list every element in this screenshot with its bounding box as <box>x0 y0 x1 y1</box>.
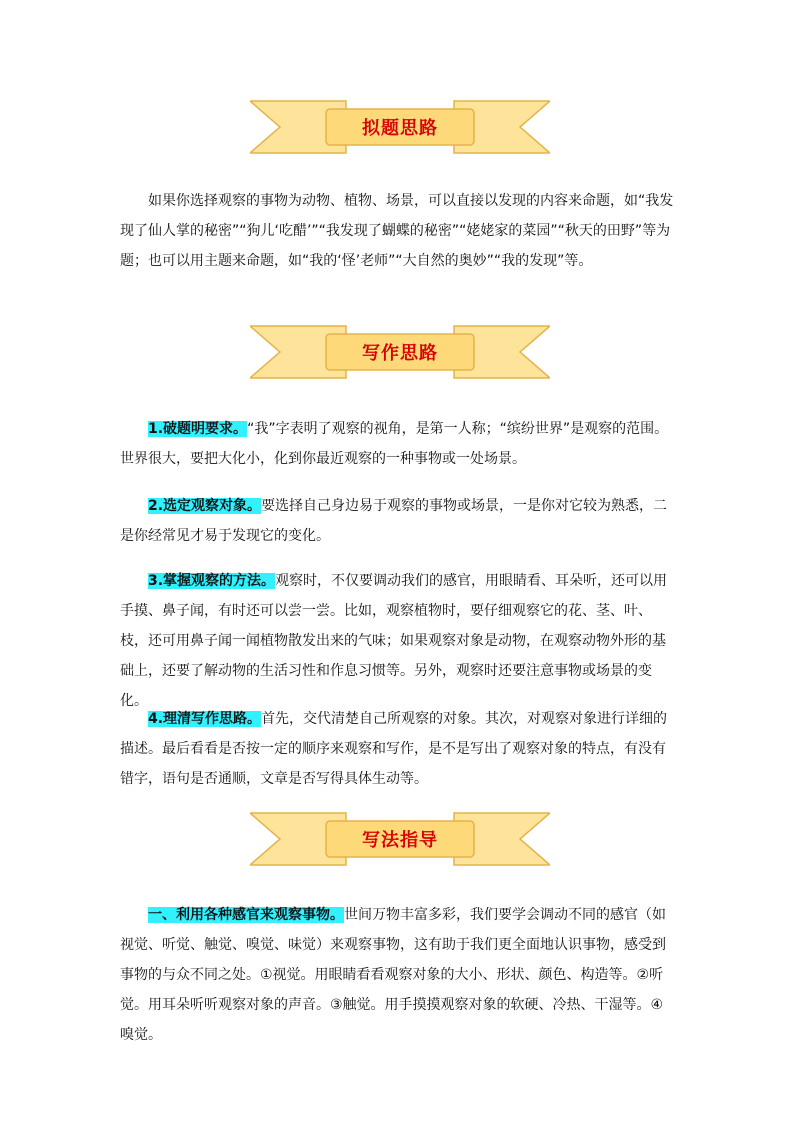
banner-title: 写作思路 <box>362 343 438 364</box>
writing-point-2 <box>120 491 675 551</box>
banner-title: 写法指导 <box>362 830 438 851</box>
writing-point-3 <box>120 566 675 716</box>
writing-point-4 <box>120 704 675 794</box>
writing-point-1 <box>120 414 675 474</box>
point-label: 2.选定观察对象。 <box>148 498 262 514</box>
intro-paragraph: 如果你选择观察的事物为动物、植物、场景，可以直接以发现的内容来命题，如“我发现了仙人掌的秘密”“狗儿‘吃醋’”“我发现了蝴蝶的秘密”“姥姥家的菜园”“秋天的田野”等为题；也可以用主题来命题，如“我的‘怪’老师”“大自然的奥妙”“我的发现”等。 <box>120 193 674 269</box>
point-label: 3.掌握观察的方法。 <box>148 573 276 589</box>
point-label: 1.破题明要求。 <box>148 421 248 437</box>
point-label: 4.理清写作思路。 <box>148 711 262 727</box>
method-paragraph <box>120 900 675 1050</box>
banner-title: 拟题思路 <box>362 118 438 139</box>
banner-heading-1 <box>250 99 550 155</box>
point-text: 首先，交代清楚自己所观察的对象。其次，对观察对象进行详细的描述。最后看看是否按一定的顺序来观察和写作，是不是写出了观察对象的特点，有没有错字，语句是否通顺，文章是否写得具体生动等。 <box>120 711 668 787</box>
method-label: 一、利用各种感官来观察事物。 <box>148 907 344 923</box>
point-text: 要选择自己身边易于观察的事物或场景，一是你对它较为熟悉，二是你经常见才易于发现它的变化。 <box>120 498 668 544</box>
method-text: 世间万物丰富多彩，我们要学会调动不同的感官（如视觉、听觉、触觉、嗅觉、味觉）来观察事物，这有助于我们更全面地认识事物，感受到事物的与众不同之处。①视觉。用眼睛看看观察对象的大小、形状、颜色、构造等。②听觉。用耳朵听听观察对象的声音。③触觉。用手摸摸观察对象的软硬、冷热、干湿等。④嗅觉。 <box>120 907 666 1043</box>
point-text: “我”字表明了观察的视角，是第一人称；“缤纷世界”是观察的范围。世界很大，要把大化小，化到你最近观察的一种事物或一处场景。 <box>120 421 669 467</box>
banner-heading-2 <box>250 324 550 380</box>
point-text: 观察时，不仅要调动我们的感官，用眼睛看、耳朵听，还可以用手摸、鼻子闻，有时还可以尝一尝。比如，观察植物时，要仔细观察它的花、茎、叶、枝，还可用鼻子闻一闻植物散发出来的气味；如果观察对象是动物，在观察动物外形的基础上，还要了解动物的生活习性和作息习惯等。另外，观察时还要注意事物或场景的变化。 <box>120 573 668 709</box>
banner-heading-3 <box>250 811 550 867</box>
